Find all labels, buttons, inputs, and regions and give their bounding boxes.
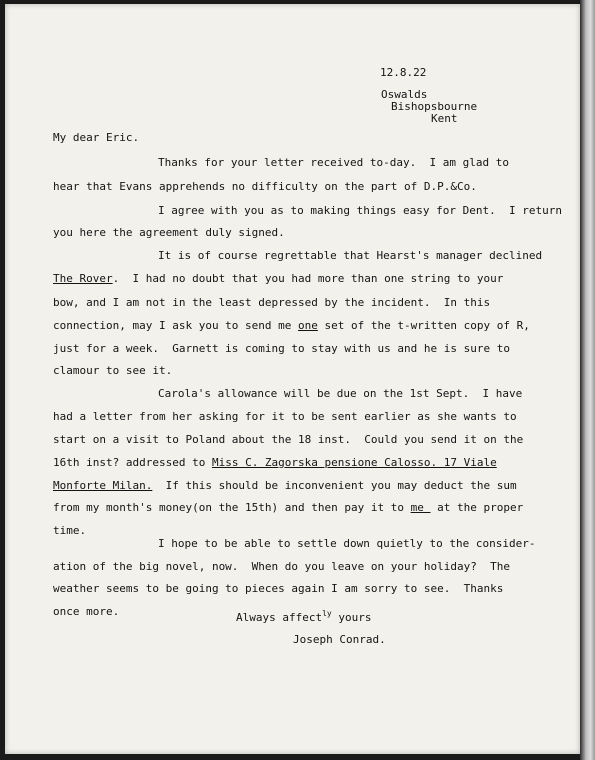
line-text: at the proper [430,501,524,514]
closing-post: yours [331,611,372,624]
line-text: had a letter from her asking for it to be sent earlier as she wants to [53,410,517,423]
letter-sheet [5,4,580,754]
line-text: ation of the big novel, now. When do you leave on your holiday? The [53,560,510,573]
letter-line [53,273,503,285]
line-text: you here the agreement duly signed. [53,226,285,239]
line-text: hear that Evans apprehends no difficulty on the part of D.P.&Co. [53,180,477,193]
line-text: set of the t-written copy of R, [317,319,530,332]
line-text: I hope to be able to settle down quietly to the consider- [158,537,536,550]
underlined-text: The Rover [53,272,113,285]
line-text: Thanks for your letter received to-day. I am glad to [158,156,509,169]
line-text: I agree with you as to making things easy for Dent. I return [158,204,562,217]
page-edge [580,0,595,760]
line-text: time. [53,524,87,537]
line-text: connection, may I ask you to send me [53,319,299,332]
letter-line [158,538,536,550]
line-text: from my month's money(on the 15th) and then pay it to [53,501,411,514]
signature: Joseph Conrad. [293,633,386,646]
closing-superscript: ly [322,609,332,618]
letter-body [5,4,580,754]
letter-line [53,181,477,193]
salutation: My dear Eric. [53,131,140,144]
line-text: clamour to see it. [53,364,173,377]
letter-line [53,561,510,573]
closing-pre: Always affect [236,611,323,624]
address-line-1: Oswalds [381,88,428,101]
underlined-text: one [298,319,318,332]
letter-line [53,320,530,332]
line-text: If this should be inconvenient you may deduct the sum [152,479,517,492]
letter-line [53,343,510,355]
letter-line [158,250,542,262]
letter-line [53,297,490,309]
line-text: bow, and I am not in the least depressed by the incident. In this [53,296,491,309]
line-text: just for a week. Garnett is coming to stay with us and he is sure to [53,342,510,355]
letter-line [53,227,285,239]
letter-line [53,365,172,377]
underlined-text: me [410,501,431,514]
letter-line [158,205,562,217]
letter-line [53,606,119,618]
letter-date: 12.8.22 [380,66,427,79]
letter-line [53,480,517,492]
underlined-text: Monforte Milan. [53,479,153,492]
line-text: . I had no doubt that you had more than one string to your [112,272,504,285]
letter-line [53,502,523,514]
letter-line [53,525,86,537]
line-text: start on a visit to Poland about the 18 inst. Could you send it on the [53,433,524,446]
line-text: weather seems to be going to pieces again I am sorry to see. Thanks [53,582,504,595]
letter-line [53,434,523,446]
line-text: once more. [53,605,120,618]
closing [236,609,372,624]
line-text: Carola's allowance will be due on the 1st Sept. I have [158,387,523,400]
letter-line [158,388,522,400]
address-line-2: Bishopsbourne [391,100,478,113]
letter-line [53,583,503,595]
letter-line [158,157,509,169]
line-text: 16th inst? addressed to [53,456,212,469]
line-text: It is of course regrettable that Hearst's manager declined [158,249,543,262]
underlined-text: Miss C. Zagorska pensione Calosso. 17 Viale [211,456,497,469]
letter-line [53,411,517,423]
address-line-3: Kent [431,112,458,125]
letter-line [53,457,497,469]
